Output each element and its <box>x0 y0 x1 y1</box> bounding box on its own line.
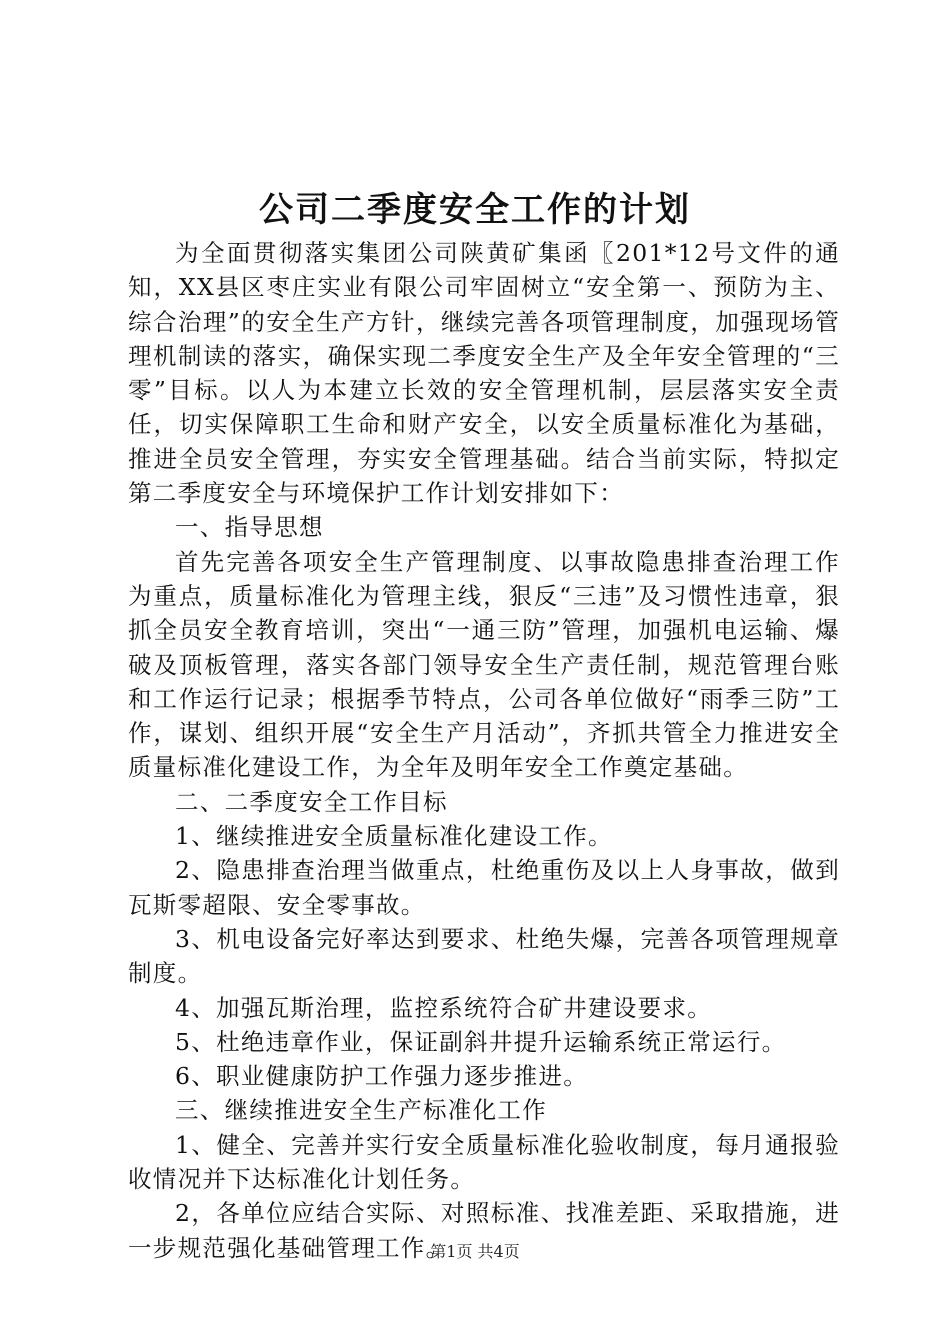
goal-item-2: 2、隐患排查治理当做重点，杜绝重伤及以上人身事故，做到瓦斯零超限、安全零事故。 <box>128 856 840 919</box>
goal-item-6: 6、职业健康防护工作强力逐步推进。 <box>175 1062 589 1091</box>
intro-paragraph: 为全面贯彻落实集团公司陕黄矿集函〖201*12号文件的通知，XX县区枣庄实业有限公司牢固树立“安全第一、预防为主、综合治理”的安全生产方针，继续完善各项管理制度，加强现场管理机制读的落实，确保实现二季度安全生产及全年安全管理的“三零”目标。以人为本建立长效的安全管理机制，层层落实安全责任，切实保障职工生命和财产安全，以安全质量标准化为基础，推进全员安全管理，夯实安全管理基础。结合当前实际，特拟定第二季度安全与环境保护工作计划安排如下： <box>128 239 840 508</box>
section-heading-standardization: 三、继续推进安全生产标准化工作 <box>175 1096 547 1125</box>
goal-item-5: 5、杜绝违章作业，保证副斜井提升运输系统正常运行。 <box>175 1027 787 1056</box>
goal-item-3: 3、机电设备完好率达到要求、杜绝失爆，完善各项管理规章制度。 <box>128 924 840 988</box>
standardization-item-2: 2，各单位应结合实际、对照标准、找准差距、采取措施，进一步规范强化基础管理工作。 <box>128 1199 840 1262</box>
document-body <box>128 236 840 1265</box>
document-title: 公司二季度安全工作的计划 <box>259 190 691 230</box>
goal-item-4: 4、加强瓦斯治理，监控系统符合矿井建设要求。 <box>175 993 713 1022</box>
standardization-item-1: 1、健全、完善并实行安全质量标准化验收制度，每月通报验收情况并下达标准化计划任务。 <box>128 1130 840 1194</box>
section-heading-guiding-ideology: 一、指导思想 <box>175 513 324 542</box>
guiding-ideology-paragraph: 首先完善各项安全生产管理制度、以事故隐患排查治理工作为重点，质量标准化为管理主线，狠反“三违”及习惯性违章，狠抓全员安全教育培训，突出“一通三防”管理，加强机电运输、爆破及顶板管理，落实各部门领导安全生产责任制，规范管理台账和工作运行记录；根据季节特点，公司各单位做好“雨季三防”工作，谋划、组织开展“安全生产月活动”，齐抓共管全力推进安全质量标准化建设工作，为全年及明年安全工作奠定基础。 <box>128 547 840 782</box>
section-heading-goals: 二、二季度安全工作目标 <box>175 787 448 816</box>
page-footer: 第1页 共4页 <box>430 1242 520 1261</box>
goal-item-1: 1、继续推进安全质量标准化建设工作。 <box>175 822 613 851</box>
